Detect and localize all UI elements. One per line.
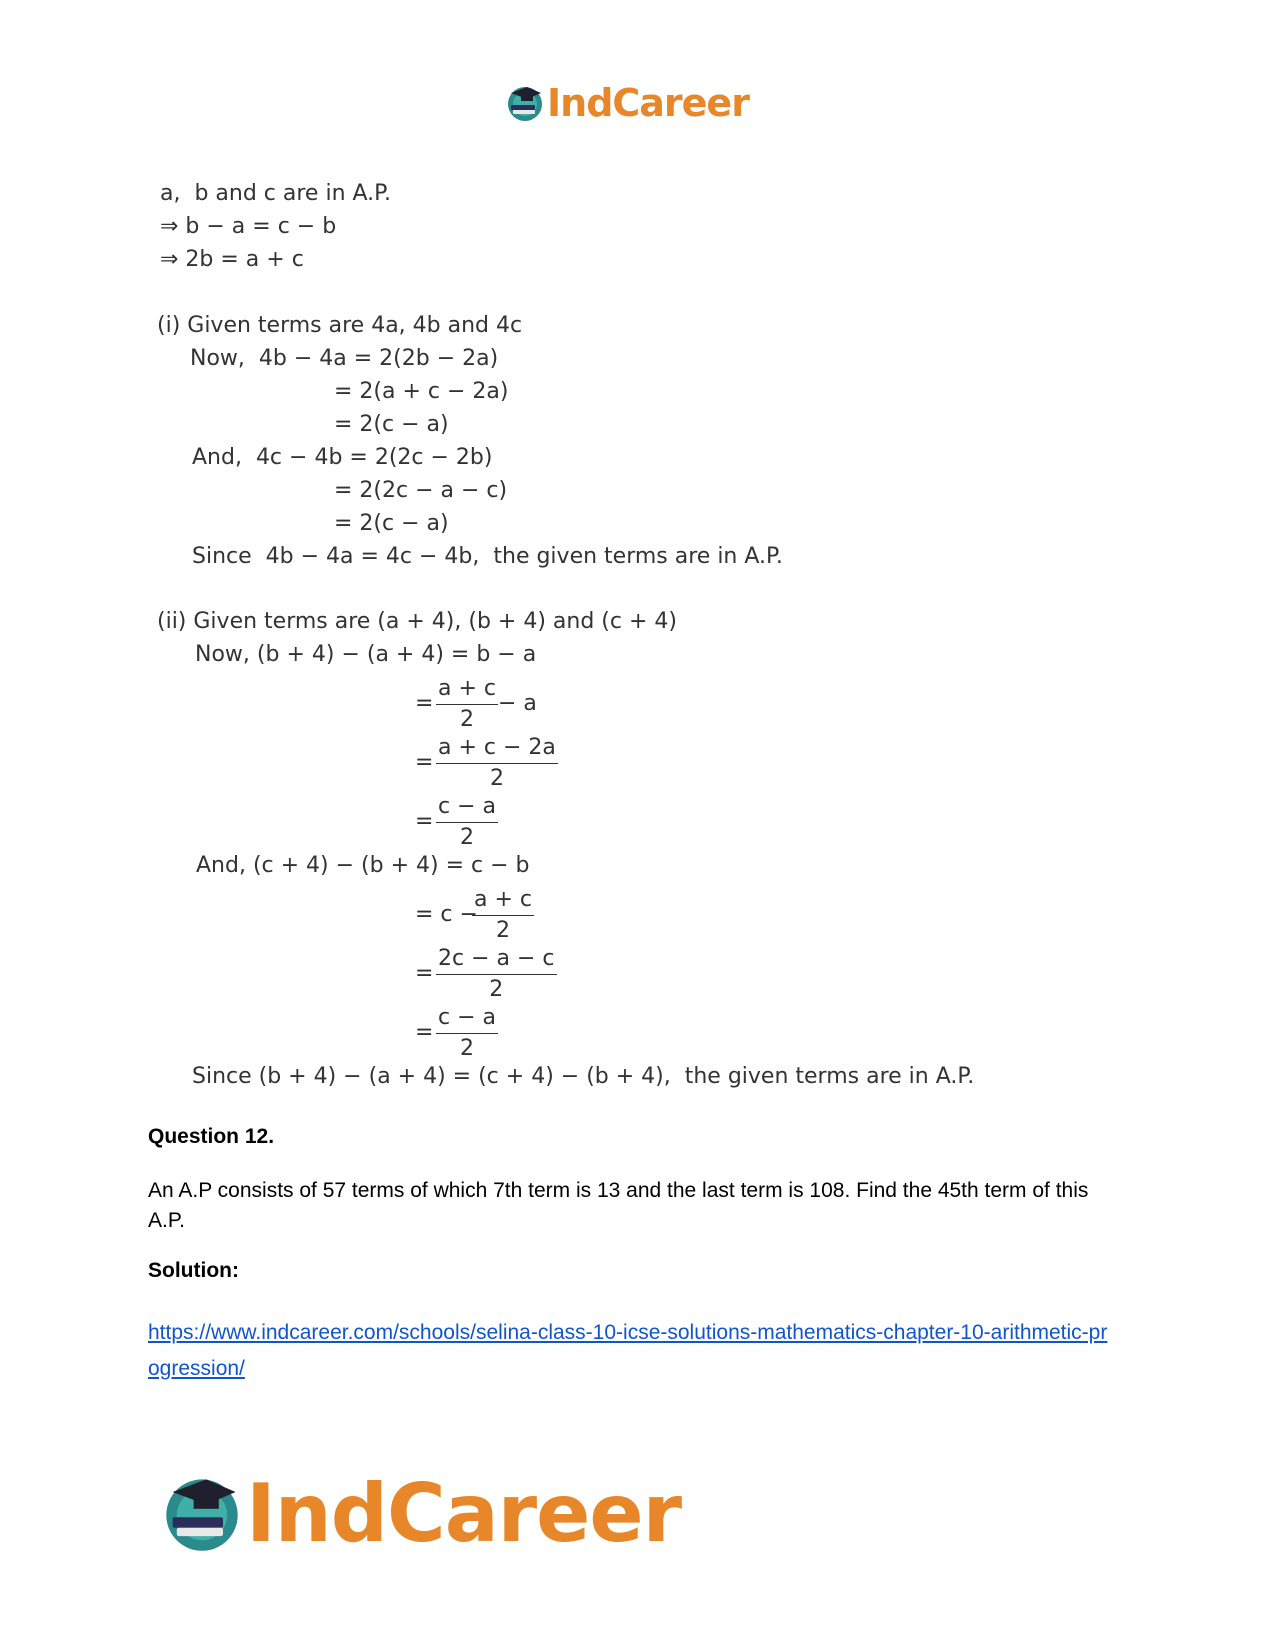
question-text: An A.P consists of 57 terms of which 7th term is 13 and the last term is 108. Find the 45th term of this A.P. [148, 1179, 1089, 1232]
part1-line-1: Now, 4b − 4a = 2(2b − 2a) [190, 346, 499, 371]
graduation-globe-icon [160, 1471, 244, 1555]
fraction-denominator: 2 [489, 977, 504, 1002]
part2-title: (ii) Given terms are (a + 4), (b + 4) and (c + 4) [157, 609, 677, 634]
part2-eq-6: = [415, 1020, 434, 1045]
fraction-denominator: 2 [489, 766, 504, 791]
fraction-numerator: c − a [436, 796, 498, 823]
part2-eq-4: = c − [415, 902, 478, 927]
part1-line-6: = 2(c − a) [334, 511, 449, 536]
part1-line-5: = 2(2c − a − c) [334, 478, 508, 503]
fraction-denominator: 2 [496, 918, 510, 943]
header-logo [505, 78, 749, 128]
part2-eq-5: = [415, 961, 434, 986]
part1-line-4: And, 4c − 4b = 2(2c − 2b) [192, 445, 493, 470]
intro-line-1: a, b and c are in A.P. [160, 181, 391, 206]
part2-fraction-4 [472, 889, 534, 942]
part2-fraction-3 [436, 796, 498, 849]
source-link[interactable]: https://www.indcareer.com/schools/selina-class-10-icse-solutions-mathematics-chapter-10-arithmetic-progression/ [148, 1321, 1108, 1380]
intro-line-2: ⇒ b − a = c − b [160, 214, 337, 239]
part2-fraction-2 [436, 737, 558, 790]
fraction-numerator: 2c − a − c [436, 948, 557, 975]
part2-eq-3: = [415, 809, 434, 834]
part2-fraction-1 [436, 678, 498, 731]
logo-wordmark: IndCareer [547, 81, 749, 125]
part2-line-2: And, (c + 4) − (b + 4) = c − b [196, 853, 530, 878]
question-heading: Question 12. [148, 1125, 275, 1148]
part2-fraction-5 [436, 948, 557, 1001]
part2-eq-1: = [415, 691, 434, 716]
fraction-numerator: a + c [472, 889, 534, 916]
part2-fraction-6 [436, 1007, 498, 1060]
part1-line-3: = 2(c − a) [334, 412, 449, 437]
fraction-denominator: 2 [460, 1036, 474, 1061]
intro-line-3: ⇒ 2b = a + c [160, 247, 304, 272]
part2-line-1: Now, (b + 4) − (a + 4) = b − a [195, 642, 537, 667]
fraction-denominator: 2 [460, 707, 474, 732]
part2-conclusion: Since (b + 4) − (a + 4) = (c + 4) − (b + 4), the given terms are in A.P. [192, 1064, 975, 1089]
footer-logo [160, 1468, 681, 1558]
part2-fraction-1-tail: − a [498, 691, 537, 716]
fraction-numerator: a + c − 2a [436, 737, 558, 764]
part1-conclusion: Since 4b − 4a = 4c − 4b, the given terms are in A.P. [192, 544, 783, 569]
fraction-numerator: a + c [436, 678, 498, 705]
fraction-numerator: c − a [436, 1007, 498, 1034]
logo-wordmark: IndCareer [246, 1466, 682, 1560]
part1-title: (i) Given terms are 4a, 4b and 4c [157, 313, 523, 338]
part2-eq-2: = [415, 750, 434, 775]
graduation-globe-icon [505, 83, 545, 123]
fraction-denominator: 2 [460, 825, 474, 850]
part1-line-2: = 2(a + c − 2a) [334, 379, 509, 404]
solution-label: Solution: [148, 1259, 239, 1282]
